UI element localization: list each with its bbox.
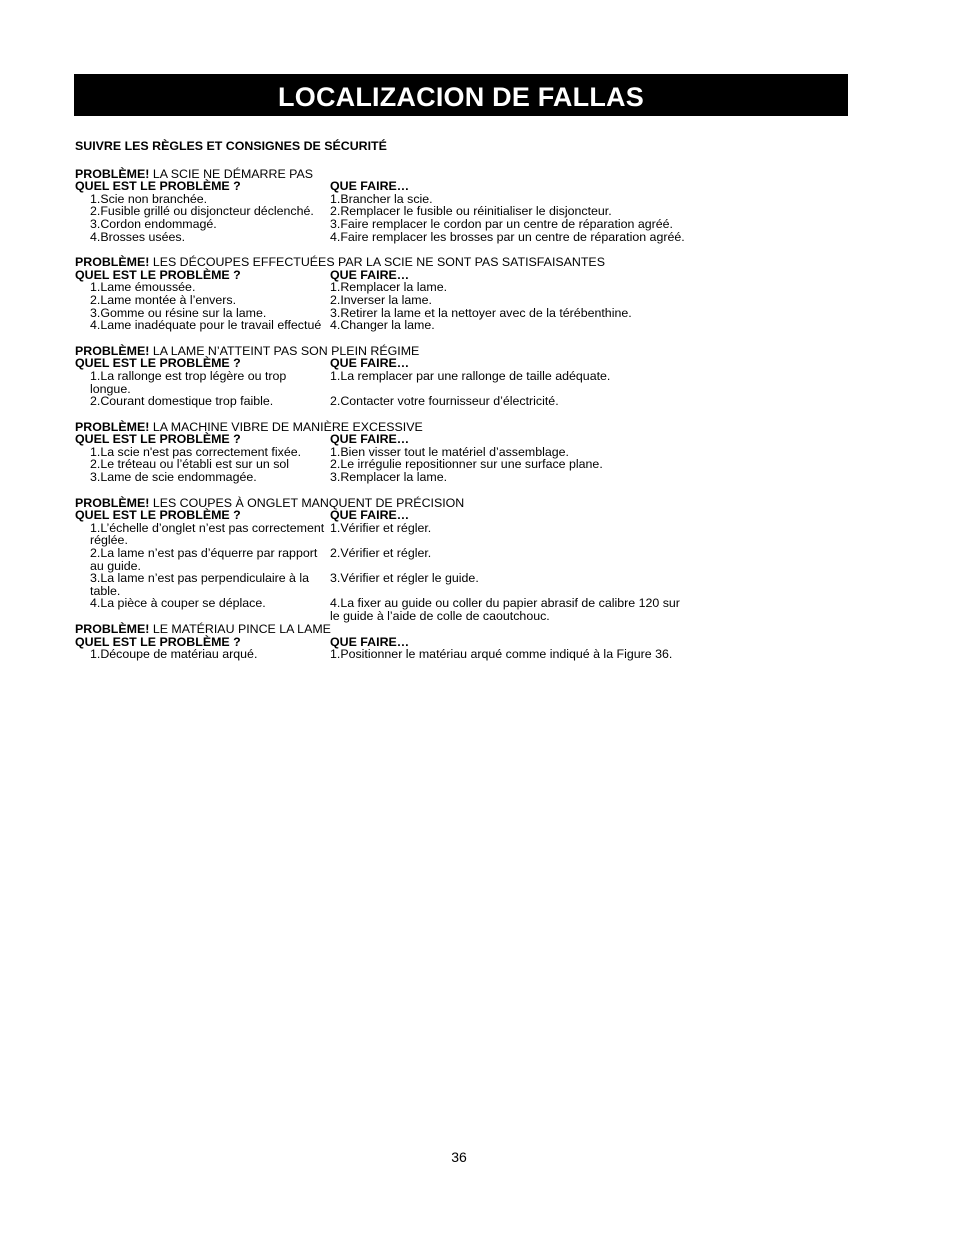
list-item [75, 218, 835, 231]
cause-column-header: QUEL EST LE PROBLÈME ? [75, 267, 241, 282]
fix-text: 1.Vérifier et régler. [330, 520, 432, 535]
cause-text: 3.Gomme ou résine sur la lame. [90, 305, 267, 320]
problem-label: PROBLÈME! [75, 343, 150, 358]
list-item [75, 596, 835, 623]
troubleshooting-content [75, 140, 835, 674]
column-headers [75, 509, 835, 522]
cause-column-header: QUEL EST LE PROBLÈME ? [75, 634, 241, 649]
cause-text: 2.Fusible grillé ou disjoncteur déclenché. [90, 204, 314, 219]
safety-heading: SUIVRE LES RÈGLES ET CONSIGNES DE SÉCURITÉ [75, 139, 387, 153]
list-item [75, 294, 835, 307]
fix-text: 2.Le irrégulie repositionner sur une surface plane. [330, 457, 603, 472]
problem-title [75, 623, 835, 636]
action-column-header: QUE FAIRE… [330, 634, 410, 649]
problem-text: LES COUPES À ONGLET MANQUENT DE PRÉCISION [152, 495, 465, 510]
fix-text: 1.Bien visser tout le matériel d’assemblage. [330, 444, 569, 459]
list-item [75, 395, 835, 408]
cause-text: 3.Lame de scie endommagée. [90, 470, 257, 485]
problem-label: PROBLÈME! [75, 495, 150, 510]
fix-text: 2.Vérifier et régler. [330, 546, 432, 561]
cause-text: 1.Scie non branchée. [90, 191, 208, 206]
problem-block [75, 168, 835, 244]
fix-text: 4.Faire remplacer les brosses par un centre de réparation agréé. [330, 229, 685, 244]
problem-title [75, 256, 835, 269]
problem-list [75, 168, 835, 661]
cause-text: 1.Lame émoussée. [90, 280, 196, 295]
fix-text: 1.Remplacer la lame. [330, 280, 448, 295]
cause-text: 1.La scie n'est pas correctement fixée. [90, 444, 302, 459]
cause-text: 2.La lame n’est pas d’équerre par rapport au guide. [90, 546, 318, 573]
list-item [75, 522, 835, 547]
list-item [75, 231, 835, 244]
fix-text: 3.Vérifier et régler le guide. [330, 571, 479, 586]
cause-text: 1.La rallonge est trop légère ou trop longue. [90, 368, 287, 396]
problem-text: LA SCIE NE DÉMARRE PAS [152, 166, 314, 181]
page-number: 36 [451, 1149, 467, 1165]
fix-text: 2.Remplacer le fusible ou réinitialiser le disjoncteur. [330, 204, 612, 219]
cause-text: 3.Cordon endommagé. [90, 216, 217, 231]
cause-text: 4.Lame inadéquate pour le travail effectué [90, 318, 322, 333]
fix-text: 1.Positionner le matériau arqué comme indiqué à la Figure 36. [330, 647, 673, 662]
cause-column-header: QUEL EST LE PROBLÈME ? [75, 179, 241, 194]
list-item [75, 471, 835, 484]
fix-text: 1.La remplacer par une rallonge de taille adéquate. [330, 368, 611, 383]
problem-label: PROBLÈME! [75, 255, 150, 270]
column-headers [75, 180, 835, 193]
cause-column-header: QUEL EST LE PROBLÈME ? [75, 356, 241, 371]
fix-text: 4.Changer la lame. [330, 318, 435, 333]
problem-block [75, 495, 835, 623]
problem-label: PROBLÈME! [75, 166, 150, 181]
fix-text: 2.Contacter votre fournisseur d’électricité. [330, 394, 559, 409]
list-item [75, 319, 835, 332]
action-column-header: QUE FAIRE… [330, 508, 410, 523]
problem-text: LES DÉCOUPES EFFECTUÉES PAR LA SCIE NE SONT PAS SATISFAISANTES [152, 255, 605, 270]
action-column-header: QUE FAIRE… [330, 267, 410, 282]
fix-text: 1.Brancher la scie. [330, 191, 433, 206]
action-column-header: QUE FAIRE… [330, 356, 410, 371]
fix-text: 4.La fixer au guide ou coller du papier abrasif de calibre 120 sur le guide à l’aide de colle de caoutchouc. [330, 596, 680, 623]
cause-column-header: QUEL EST LE PROBLÈME ? [75, 508, 241, 523]
cause-text: 2.Lame montée à l’envers. [90, 292, 237, 307]
cause-text: 3.La lame n’est pas perpendiculaire à la table. [90, 571, 310, 598]
cause-text: 4.Brosses usées. [90, 229, 186, 244]
fix-text: 3.Remplacer la lame. [330, 470, 448, 485]
problem-text: LA MACHINE VIBRE DE MANIÈRE EXCESSIVE [152, 419, 423, 434]
action-column-header: QUE FAIRE… [330, 432, 410, 447]
cause-text: 1.L’échelle d’onglet n’est pas correctement réglée. [90, 520, 325, 548]
list-item [75, 648, 835, 661]
column-headers [75, 433, 835, 446]
cause-text: 4.La pièce à couper se déplace. [90, 596, 266, 611]
cause-text: 2.Le tréteau ou l’établi est sur un sol [90, 457, 290, 472]
problem-label: PROBLÈME! [75, 622, 150, 636]
list-item [75, 547, 835, 572]
problem-block [75, 345, 835, 408]
fix-text: 2.Inverser la lame. [330, 292, 432, 307]
action-column-header: QUE FAIRE… [330, 179, 410, 194]
cause-column-header: QUEL EST LE PROBLÈME ? [75, 432, 241, 447]
page-title: LOCALIZACION DE FALLAS [74, 74, 848, 116]
problem-text: LA LAME N’ATTEINT PAS SON PLEIN RÉGIME [152, 343, 420, 358]
cause-text: 1.Découpe de matériau arqué. [90, 647, 258, 662]
list-item [75, 370, 835, 395]
list-item [75, 572, 835, 597]
fix-text: 3.Retirer la lame et la nettoyer avec de la térébenthine. [330, 305, 632, 320]
problem-block [75, 421, 835, 484]
problem-text: LE MATÉRIAU PINCE LA LAME [152, 622, 331, 636]
fix-text: 3.Faire remplacer le cordon par un centre de réparation agréé. [330, 216, 673, 231]
problem-label: PROBLÈME! [75, 419, 150, 434]
problem-block [75, 623, 835, 661]
cause-text: 2.Courant domestique trop faible. [90, 394, 274, 409]
problem-block [75, 256, 835, 332]
